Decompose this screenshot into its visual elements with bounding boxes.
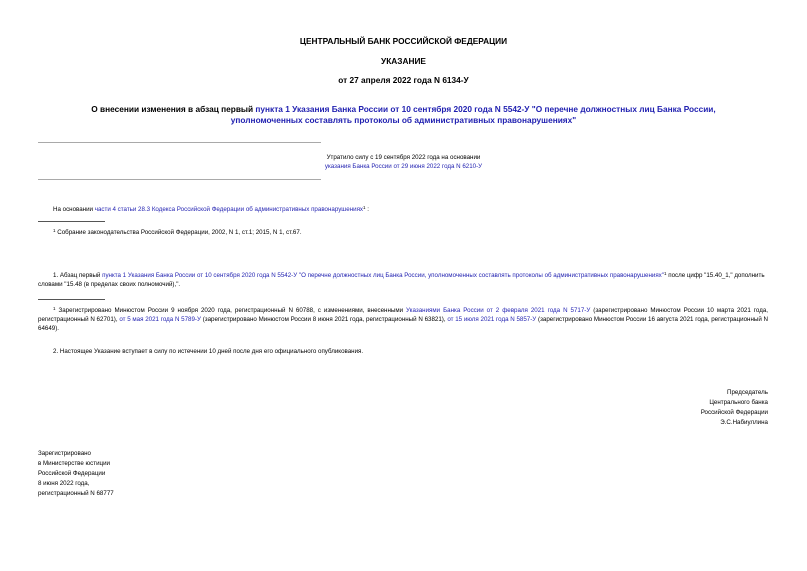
title-prefix: О внесении изменения в абзац первый: [91, 104, 256, 114]
footnote-2-link-c[interactable]: от 15 июля 2021 года N 5857-У: [447, 316, 537, 323]
signature-line: Центрального банка: [709, 399, 768, 406]
status-rule-top: [38, 142, 321, 143]
footnote-2-text-d: (зарегистрировано Минюстом России 16 августа 2021 года, регистрационный N 64649).: [38, 316, 769, 332]
footnote-1-text: Собрание законодательства Российской Федерации, 2002, N 1, ст.1; 2015, N 1, ст.67.: [55, 229, 302, 236]
registration-line: в Министерстве юстиции: [38, 460, 111, 467]
registration-line: 8 июня 2022 года,: [38, 480, 90, 487]
item-1-prefix: 1. Абзац первый: [53, 272, 103, 279]
footnote-2-mark: 1: [53, 306, 56, 311]
status-link[interactable]: указания Банка России от 29 июня 2022 года N 6210-У: [324, 163, 483, 170]
item-2-paragraph: 2. Настоящее Указание вступает в силу по истечении 10 дней после дня его официального опубликования.: [53, 348, 364, 355]
item-1-paragraph: [38, 269, 768, 289]
status-rule-bottom: [38, 179, 321, 180]
footnote-2-link-a[interactable]: Указаниями Банка России от 2 февраля 2021 года N 5717-У: [406, 307, 591, 314]
basis-prefix: На основании: [53, 206, 95, 213]
registration-line: Зарегистрировано: [38, 450, 91, 457]
document-type: УКАЗАНИЕ: [381, 56, 426, 66]
footnote-rule-1: [38, 221, 105, 222]
registration-block: [38, 449, 288, 499]
status-line1: Утратило силу с 19 сентября 2022 года на основании: [326, 154, 481, 161]
basis-suffix: :: [365, 206, 369, 213]
registration-line: регистрационный N 68777: [38, 490, 114, 497]
document-title: [0, 104, 807, 126]
signature-line: Российской Федерации: [700, 409, 768, 416]
item-1-footnote-mark[interactable]: 1: [663, 271, 667, 276]
issuer-heading: ЦЕНТРАЛЬНЫЙ БАНК РОССИЙСКОЙ ФЕДЕРАЦИИ: [299, 36, 508, 46]
signature-line: Председатель: [727, 389, 768, 396]
registration-line: Российской Федерации: [38, 470, 106, 477]
document-date-number: от 27 апреля 2022 года N 6134-У: [338, 75, 469, 85]
basis-link[interactable]: части 4 статьи 28.3 Кодекса Российской Федерации об административных правонарушениях: [94, 206, 364, 213]
footnote-1: [53, 226, 773, 237]
title-link-line1[interactable]: пункта 1 Указания Банка России от 10 сентября 2020 года N 5542-У "О перечне должностных лиц Банка России,: [255, 104, 716, 114]
item-1-rest: после цифр "15.40_1," дополнить словами "15.48 (в пределах своих полномочий),".: [38, 272, 765, 288]
footnote-2-text-b: (зарегистрировано Минюстом России 10 марта 2021 года, регистрационный N 62701),: [38, 307, 768, 323]
item-1-link[interactable]: пункта 1 Указания Банка России от 10 сентября 2020 года N 5542-У "О перечне должностных лиц Банка России, уполномоченных составлять протоколы об административных правонарушениях": [102, 272, 664, 279]
footnote-2-link-b[interactable]: от 5 мая 2021 года N 5789-У: [119, 316, 201, 323]
signature-block: [568, 388, 768, 428]
basis-paragraph: [53, 203, 773, 214]
basis-footnote-mark[interactable]: 1: [363, 205, 366, 210]
footnote-2-text-a: Зарегистрировано Минюстом России 9 ноября 2020 года, регистрационный N 60788, с изменениями, внесенными: [55, 307, 407, 314]
footnote-2-text-c: (зарегистрировано Минюстом России 8 июня 2021 года, регистрационный N 63821),: [200, 316, 448, 323]
signatory-name: Э.С.Набиуллина: [720, 419, 768, 426]
footnote-1-mark: 1: [53, 228, 56, 233]
footnote-2: [38, 304, 768, 333]
status-text: [0, 153, 807, 171]
footnote-rule-2: [38, 299, 105, 300]
title-link-line2[interactable]: уполномоченных составлять протоколы об административных правонарушениях": [230, 115, 577, 125]
